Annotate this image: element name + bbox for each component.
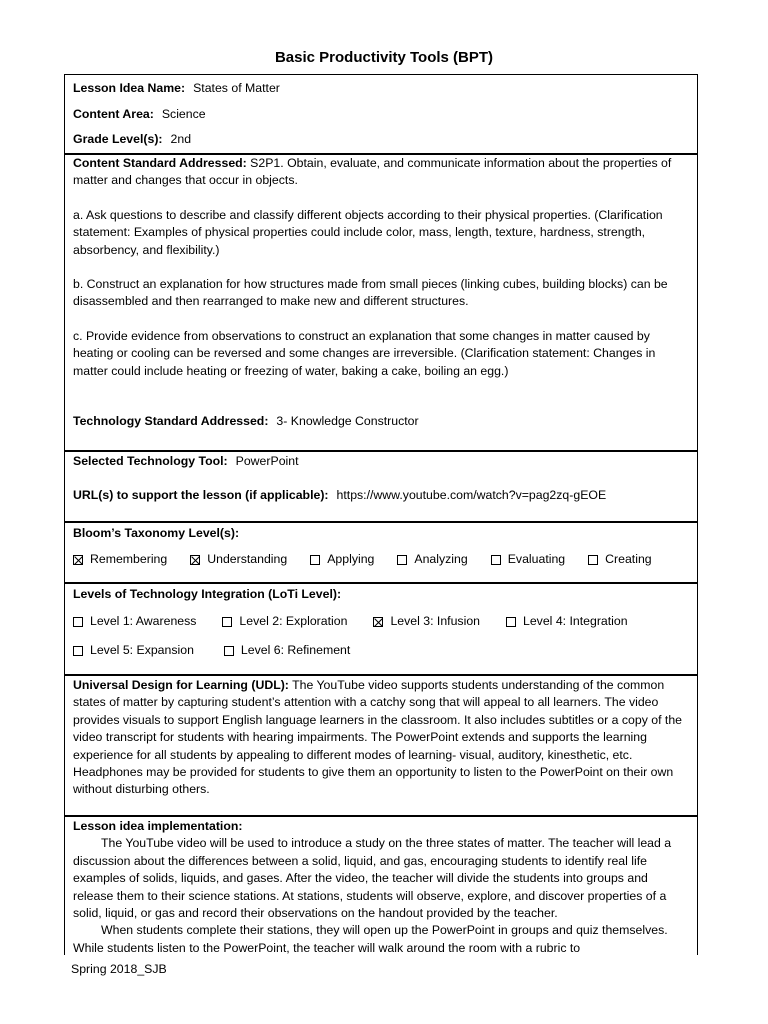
loti-option-label: Level 4: Integration <box>523 614 628 629</box>
grade-level-label: Grade Level(s): <box>73 132 163 146</box>
standard-b: b. Construct an explanation for how structures made from small pieces (linking cubes, building blocks) can be disassembled and then rearranged to make new and different structures. <box>73 277 668 309</box>
checked-checkbox-icon[interactable] <box>190 555 200 565</box>
loti-option[interactable] <box>73 613 196 630</box>
blooms-section <box>65 523 697 584</box>
content-standard-text: S2P1. Obtain, evaluate, and communicate information about the properties of matter and changes that occur in objects. <box>73 156 672 188</box>
standards-section <box>65 155 697 452</box>
blooms-option[interactable] <box>310 551 374 568</box>
implementation-paragraph-1: The YouTube video will be used to introduce a study on the three states of matter. The teacher will lead a discussion about the differences between a solid, liquid, and gas, encouraging students to identify real life examples of solids, liquids, and gases. After the video, the teacher will divide the students into groups and release them to their science stations. At stations, students will observe, explore, and discover properties of a solid, liquid, or gas and record their observations on the handout provided by the teacher. <box>73 836 672 921</box>
loti-option-label: Level 1: Awareness <box>90 614 197 629</box>
standard-a: a. Ask questions to describe and classify different objects according to their physical properties. (Clarification statement: Examples of physical properties could include color, mass, length, texture, hardness, strength, absorbency, and flexibility.) <box>73 207 663 257</box>
content-area-line <box>73 102 689 128</box>
blooms-option[interactable] <box>588 551 651 568</box>
udl-section <box>65 676 697 817</box>
grade-level-value: 2nd <box>170 132 192 146</box>
blooms-option[interactable] <box>190 551 287 568</box>
tool-value: PowerPoint <box>235 454 299 468</box>
loti-option[interactable] <box>222 613 347 630</box>
lesson-name-value: States of Matter <box>193 81 280 95</box>
standard-c: c. Provide evidence from observations to construct an explanation that some changes in matter caused by heating or cooling can be reversed and some changes are irreversible. (Clarification statement: Changes in matter could include heating or freezing of water, baking a cake, boiling an egg.) <box>73 328 656 378</box>
udl-text: The YouTube video supports students understanding of the common states of matter by capturing student’s attention with a catchy song that will appeal to all learners. The video provides visuals to support English language learners in the classroom. It also includes subtitles or a copy of the video transcript for students with hearing impairments. The PowerPoint extends and supports the learning experience for all students by appealing to different modes of learning- visual, auditory, kinesthetic, etc. Headphones may be provided for students to give them an opportunity to listen to the PowerPoint on their own without disturbing others. <box>73 678 683 797</box>
loti-option[interactable] <box>506 613 628 630</box>
unchecked-checkbox-icon[interactable] <box>73 617 83 627</box>
tech-standard-value: 3- Knowledge Constructor <box>276 414 419 429</box>
content-standard-label: Content Standard Addressed: <box>73 156 247 170</box>
udl-paragraph <box>73 677 689 799</box>
tech-standard-label: Technology Standard Addressed: <box>73 414 269 429</box>
blooms-option-label: Evaluating <box>507 552 566 567</box>
blooms-option[interactable] <box>397 551 467 568</box>
blooms-option-label: Creating <box>605 552 652 567</box>
content-standard-paragraph <box>73 155 689 190</box>
unchecked-checkbox-icon[interactable] <box>588 555 598 565</box>
loti-option[interactable] <box>224 642 350 659</box>
url-line <box>73 487 689 504</box>
lesson-name-label: Lesson Idea Name: <box>73 81 186 95</box>
loti-option[interactable] <box>73 642 194 659</box>
technology-tool-section <box>65 452 697 523</box>
grade-level-line <box>73 127 689 153</box>
loti-options-row-2 <box>73 642 689 659</box>
loti-option[interactable] <box>373 613 480 630</box>
loti-option-label: Level 5: Expansion <box>90 642 194 657</box>
checked-checkbox-icon[interactable] <box>73 555 83 565</box>
implementation-section <box>65 817 697 955</box>
url-label: URL(s) to support the lesson (if applicable): <box>73 488 329 503</box>
udl-label: Universal Design for Learning (UDL): <box>73 678 289 692</box>
blooms-option[interactable] <box>491 551 565 568</box>
unchecked-checkbox-icon[interactable] <box>506 617 516 627</box>
tool-line <box>73 453 689 470</box>
blooms-option-label: Remembering <box>90 552 168 567</box>
loti-option-label: Level 6: Refinement <box>240 642 351 657</box>
unchecked-checkbox-icon[interactable] <box>222 617 232 627</box>
content-area-label: Content Area: <box>73 106 154 121</box>
loti-option-label: Level 2: Exploration <box>239 614 348 629</box>
content-area-value: Science <box>161 106 206 121</box>
unchecked-checkbox-icon[interactable] <box>73 646 83 656</box>
tool-label: Selected Technology Tool: <box>73 454 228 468</box>
lesson-name-line <box>73 76 689 102</box>
lesson-table <box>64 74 698 955</box>
document-title: Basic Productivity Tools (BPT) <box>274 49 494 66</box>
blooms-option-label: Understanding <box>207 552 288 567</box>
implementation-label: Lesson idea implementation: <box>73 819 243 833</box>
unchecked-checkbox-icon[interactable] <box>397 555 407 565</box>
blooms-option-label: Analyzing <box>414 552 468 567</box>
loti-label: Levels of Technology Integration (LoTi Level): <box>73 587 342 601</box>
url-value: https://www.youtube.com/watch?v=pag2zq-gEOE <box>336 488 607 503</box>
blooms-label: Bloom’s Taxonomy Level(s): <box>73 526 240 540</box>
unchecked-checkbox-icon[interactable] <box>224 646 234 656</box>
unchecked-checkbox-icon[interactable] <box>491 555 501 565</box>
loti-section <box>65 584 697 676</box>
loti-options-row-1 <box>73 613 689 630</box>
blooms-options <box>73 551 689 568</box>
checked-checkbox-icon[interactable] <box>373 617 383 627</box>
lesson-info-section <box>65 75 697 155</box>
tech-standard-line <box>73 413 689 430</box>
unchecked-checkbox-icon[interactable] <box>310 555 320 565</box>
footer-text: Spring 2018_SJB <box>71 962 167 976</box>
blooms-option[interactable] <box>73 551 167 568</box>
blooms-option-label: Applying <box>327 552 375 567</box>
implementation-paragraph-2: When students complete their stations, they will open up the PowerPoint in groups and quiz themselves. While students listen to the PowerPoint, the teacher will walk around the room with a rubric to <box>73 923 668 955</box>
loti-option-label: Level 3: Infusion <box>390 614 480 629</box>
